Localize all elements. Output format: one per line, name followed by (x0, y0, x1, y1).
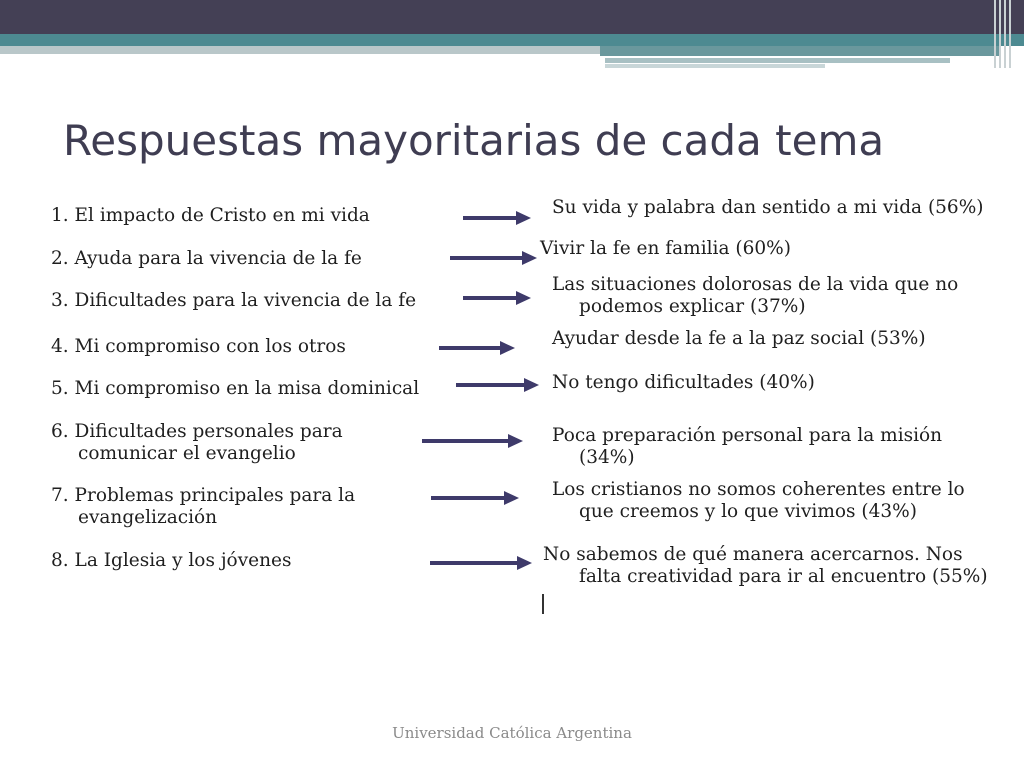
arrow-7 (431, 491, 519, 505)
arrow-6 (422, 434, 523, 448)
answer-text: Vivir la fe en familia (60%) (540, 238, 791, 259)
topic-text: 2. Ayuda para la vivencia de la fe (51, 248, 362, 269)
answer-item-2 (540, 238, 791, 260)
answer-text-continued: podemos explicar (37%) (579, 296, 806, 317)
answer-text: Poca preparación personal para la misión (552, 425, 943, 446)
answer-item-3 (552, 274, 958, 318)
arrow-8 (430, 556, 532, 570)
topic-text: 4. Mi compromiso con los otros (51, 336, 346, 357)
arrow-2 (450, 251, 537, 265)
arrow-3 (463, 291, 531, 305)
topic-text: 3. Dificultades para la vivencia de la fe (51, 290, 417, 311)
topic-text: 1. El impacto de Cristo en mi vida (51, 205, 370, 226)
topic-text: 6. Dificultades personales para (51, 421, 343, 442)
answer-text: Ayudar desde la fe a la paz social (53%) (552, 328, 926, 349)
answer-text-continued: que creemos y lo que vivimos (43%) (579, 501, 917, 522)
topic-text: 5. Mi compromiso en la misa dominical (51, 378, 420, 399)
slide-title: Respuestas mayoritarias de cada tema (63, 116, 885, 165)
topic-text-continued: comunicar el evangelio (78, 443, 296, 464)
answer-text: Su vida y palabra dan sentido a mi vida (56%) (552, 197, 984, 218)
answer-text: Los cristianos no somos coherentes entre lo (552, 479, 965, 500)
answer-item-5 (552, 372, 815, 394)
answer-item-1 (552, 197, 984, 219)
answer-item-8 (543, 544, 988, 588)
answer-text: No tengo dificultades (40%) (552, 372, 815, 393)
answer-item-4 (552, 328, 926, 350)
answer-text: Las situaciones dolorosas de la vida que no (552, 274, 959, 295)
topic-text: 7. Problemas principales para la (51, 485, 356, 506)
answer-item-7 (552, 479, 965, 523)
answer-text-continued: (34%) (579, 447, 635, 468)
arrow-5 (456, 378, 539, 392)
footer-text: Universidad Católica Argentina (392, 724, 632, 742)
answer-text: No sabemos de qué manera acercarnos. Nos (543, 544, 963, 565)
answer-text-continued: falta creatividad para ir al encuentro (55%) (579, 566, 988, 587)
topic-text-continued: evangelización (78, 507, 218, 528)
arrow-1 (463, 211, 531, 225)
text-cursor (542, 594, 544, 614)
arrow-4 (439, 341, 515, 355)
topic-text: 8. La Iglesia y los jóvenes (51, 550, 292, 571)
answer-item-6 (552, 425, 942, 469)
